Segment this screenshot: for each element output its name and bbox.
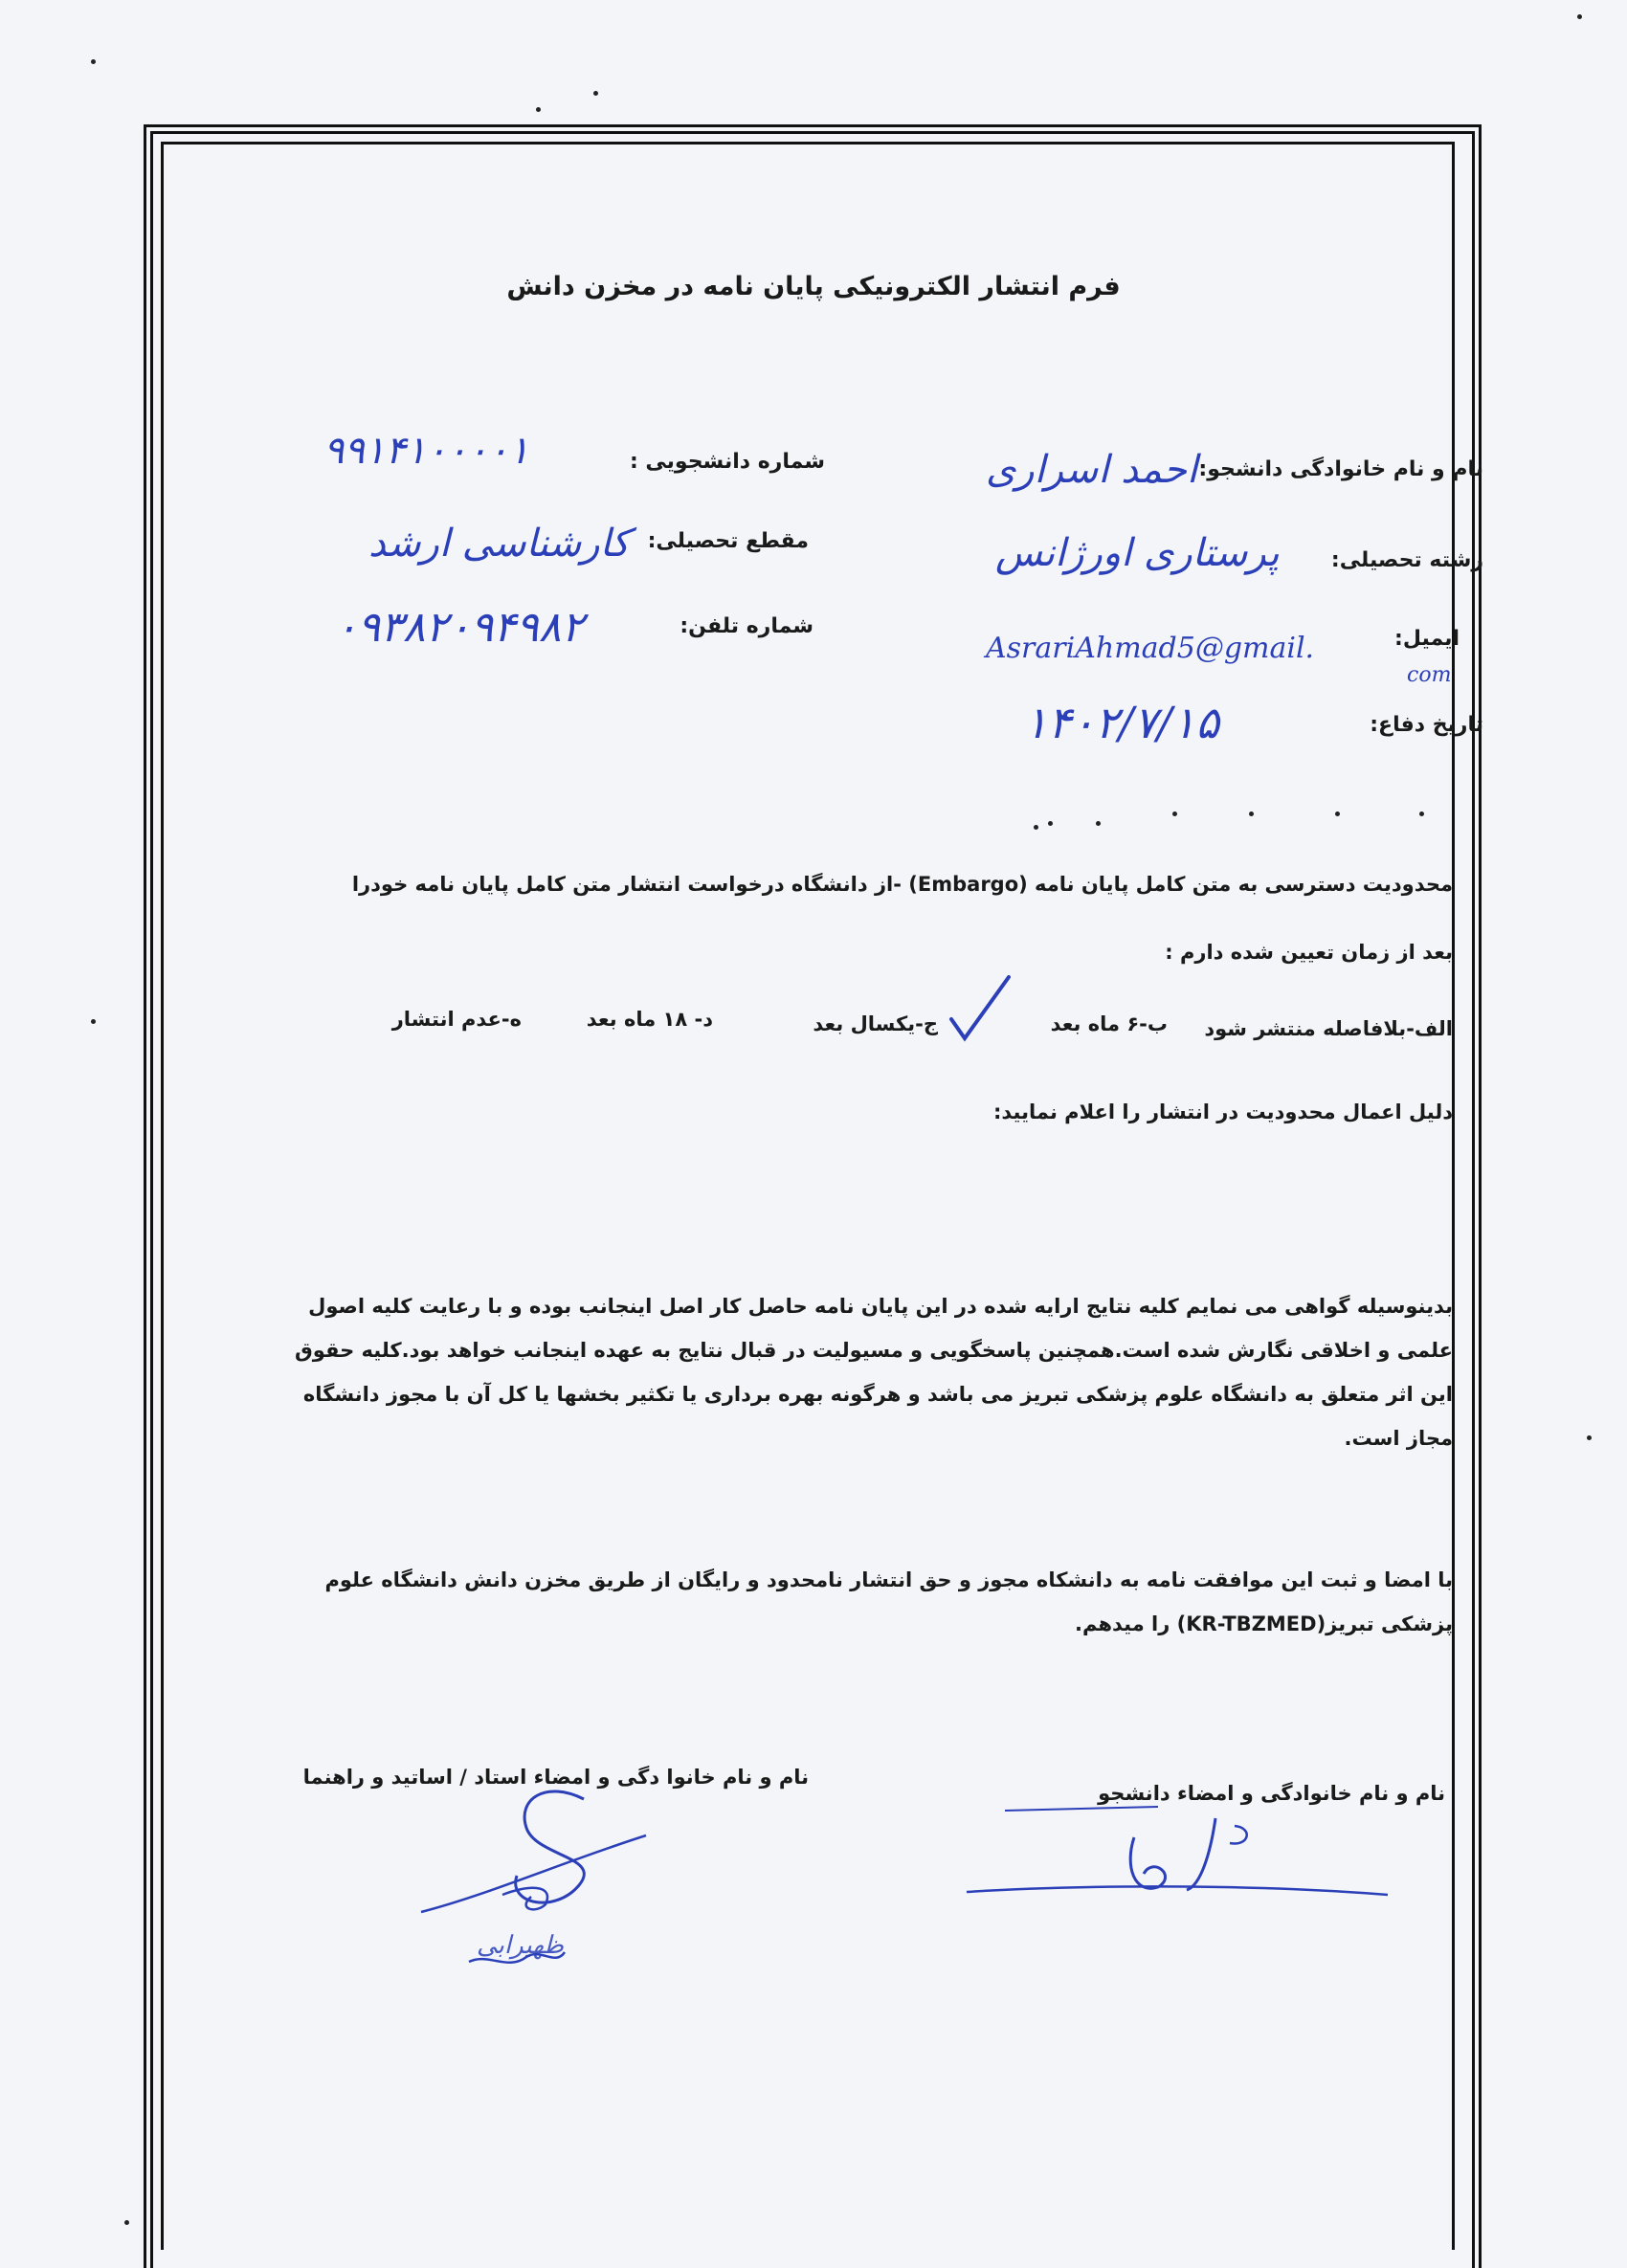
defense-date-value: ۱۴۰۲/۷/۱۵ <box>1024 697 1219 748</box>
embargo-option-a[interactable]: الف-بلافاصله منتشر شود <box>1204 1017 1453 1040</box>
student-name-value: احمد اسراری <box>986 448 1198 492</box>
scan-speck <box>91 1019 96 1024</box>
declaration-paragraph: بدینوسیله گواهی می نمایم کلیه نتایج ارایه شده در این پایان نامه حاصل کار اصل اینجانب بوده و با رعایت کلیه اصول علمی و اخلاقی نگارش شده است.همچنین پاسخگویی و مسیولیت در قبال نتایج به عهده اینجانب خواهد بود.کلیه حقوق این اثر متعلق به دانشگاه علوم پزشکی تبریز می باشد و هرگونه بهره برداری یا تکثیر بخشها یا کل آن با مجوز دانشگاه مجاز است. <box>295 1295 1453 1450</box>
defense-date-label: تاریخ دفاع: <box>1370 713 1483 737</box>
scan-speck <box>593 91 598 96</box>
dot-mark <box>1249 812 1254 816</box>
student-signature-icon <box>957 1799 1416 1914</box>
email-value-line1: AsrariAhmad5@gmail. <box>986 632 1315 665</box>
scan-speck <box>1587 1435 1592 1440</box>
dot-mark <box>1419 812 1424 816</box>
scan-speck <box>91 59 96 64</box>
supervisor-handwritten-name: ظهیرابی <box>477 1931 564 1960</box>
embargo-option-e[interactable]: ه-عدم انتشار <box>391 1008 522 1031</box>
embargo-intro-line2: بعد از زمان تعیین شده دارم : <box>1165 941 1453 964</box>
student-name-label: نام و نام خانوادگی دانشجو: <box>1198 457 1483 481</box>
consent-paragraph: با امضا و ثبت این موافقت نامه به دانشکاه مجوز و حق انتشار نامحدود و رایگان از طریق مخزن دانش دانشگاه علوم پزشکی تبریز(KR-TBZMED) را میدهم. <box>324 1568 1453 1635</box>
degree-label: مقطع تحصیلی: <box>647 529 809 553</box>
embargo-option-d[interactable]: د- ۱۸ ماه بعد <box>586 1008 713 1031</box>
scan-speck <box>1577 14 1582 19</box>
checkmark-icon <box>947 971 1024 1048</box>
embargo-option-b[interactable]: ب-۶ ماه بعد <box>1050 1012 1168 1035</box>
phone-value: ۰۹۳۸۲۰۹۴۹۸۲ <box>335 603 584 652</box>
email-label: ایمیل: <box>1394 627 1460 651</box>
student-number-value: ۹۹۱۴۱۰۰۰۰۱ <box>323 429 529 473</box>
major-value: پرستاری اورژانس <box>995 531 1280 575</box>
dot-mark <box>1034 825 1038 830</box>
supervisor-signature-label: نام و نام خانوا دگی و امضاء استاد / اساتید و راهنما <box>302 1766 809 1789</box>
scan-speck <box>536 107 541 112</box>
major-label: رشته تحصیلی: <box>1330 548 1483 572</box>
degree-value: کارشناسی ارشد <box>368 522 630 566</box>
dot-mark <box>1335 812 1340 816</box>
student-signature-label: نام و نام خانوادگی و امضاء دانشجو <box>1098 1782 1445 1805</box>
dot-mark <box>1048 821 1053 826</box>
embargo-option-c[interactable]: ج-یکسال بعد <box>813 1012 938 1035</box>
embargo-reason-label: دلیل اعمال محدودیت در انتشار را اعلام نمایید: <box>993 1101 1453 1123</box>
student-number-label: شماره دانشجویی : <box>629 450 825 474</box>
scan-speck <box>124 2220 129 2225</box>
email-value-line2: com <box>1407 663 1452 687</box>
phone-label: شماره تلفن: <box>680 614 814 638</box>
embargo-intro-line1: محدودیت دسترسی به متن کامل پایان نامه (Embargo) -از دانشگاه درخواست انتشار متن کامل پایان نامه خودرا <box>351 873 1453 896</box>
dot-mark <box>1172 812 1177 816</box>
dot-mark <box>1096 821 1101 826</box>
form-title: فرم انتشار الکترونیکی پایان نامه در مخزن دانش <box>506 272 1121 301</box>
